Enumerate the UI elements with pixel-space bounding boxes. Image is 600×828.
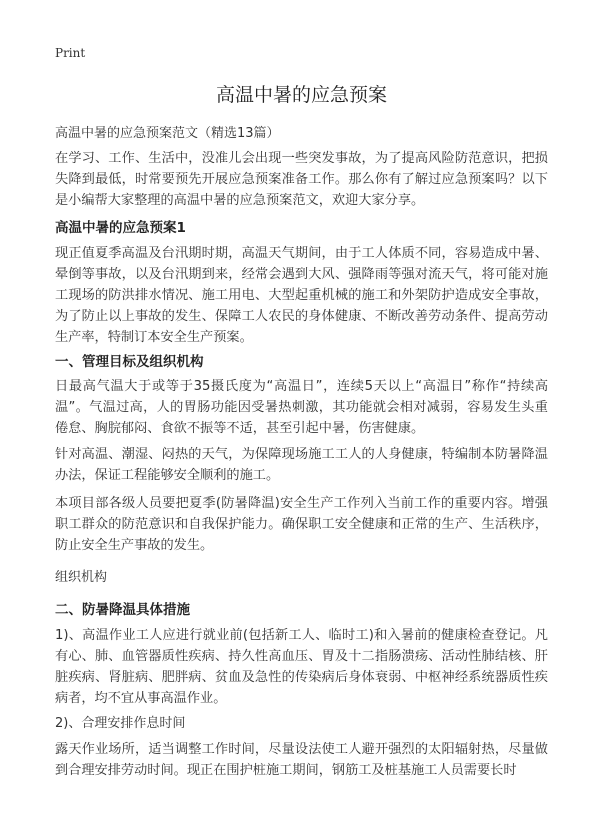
measure-item-2-paragraph: 露天作业场所，适当调整工作时间，尽量设法使工人避开强烈的太阳辐射热，尽量做到合理安排劳动时间。现正在围护桩施工期间，钢筋工及桩基施工人员需要长时 bbox=[55, 742, 548, 778]
heading-cooling-measures: 二、防暑降温具体措施 bbox=[55, 602, 190, 618]
document-subtitle: 高温中暑的应急预案范文（精选13篇） bbox=[55, 126, 280, 141]
document-title: 高温中暑的应急预案 bbox=[215, 84, 387, 106]
measure-item-2: 2)、合理安排作息时间 bbox=[55, 716, 186, 731]
heading-management-goals: 一、管理目标及组织机构 bbox=[55, 354, 204, 370]
aim-paragraph: 针对高温、潮湿、闷热的天气，为保障现场施工工人的人身健康，特编制本防暑降温办法，保证工程能够安全顺利的施工。 bbox=[55, 447, 548, 483]
section-heading-1: 高温中暑的应急预案1 bbox=[55, 220, 186, 236]
high-temperature-paragraph: 日最高气温大于或等于35摄氏度为“高温日”，连续5天以上“高温日”称作“持续高温”。气温过高，人的胃肠功能因受暑热刺激，其功能就会相对减弱，容易发生头重倦怠、胸脘郁闷、食欲不振等不适，甚至引起中暑，伤害健康。 bbox=[55, 379, 548, 436]
intro-paragraph: 在学习、工作、生活中，没准儿会出现一些突发事故，为了提高风险防范意识，把损失降到最低，时常要预先开展应急预案准备工作。那么你有了解过应急预案吗？以下是小编帮大家整理的高温中暑的应急预案范文，欢迎大家分享。 bbox=[55, 151, 548, 208]
org-structure-label: 组织机构 bbox=[55, 570, 108, 585]
print-label: Print bbox=[55, 46, 86, 60]
section1-paragraph: 现正值夏季高温及台汛期时期，高温天气期间，由于工人体质不同，容易造成中暑、晕倒等事故，以及台汛期到来，经常会遇到大风、强降雨等强对流天气，将可能对施工现场的防洪排水情况、施工用电、大型起重机械的施工和外架防护造成安全事故，为了防止以上事故的发生、保障工人农民的身体健康、不断改善劳动条件、提高劳动生产率，特制订本安全生产预案。 bbox=[55, 246, 548, 345]
project-paragraph: 本项目部各级人员要把夏季(防暑降温)安全生产工作列入当前工作的重要内容。增强职工群众的防范意识和自我保护能力。确保职工安全健康和正常的生产、生活秩序，防止安全生产事故的发生。 bbox=[55, 496, 548, 553]
measure-item-1: 1)、高温作业工人应进行就业前(包括新工人、临时工)和入暑前的健康检查登记。凡有心、肺、血管器质性疾病、持久性高血压、胃及十二指肠溃疡、活动性肺结核、肝脏疾病、肾脏病、肥胖病、贫血及急性的传染病后身体衰弱、中枢神经系统器质性疾病者，均不宜从事高温作业。 bbox=[55, 628, 548, 706]
